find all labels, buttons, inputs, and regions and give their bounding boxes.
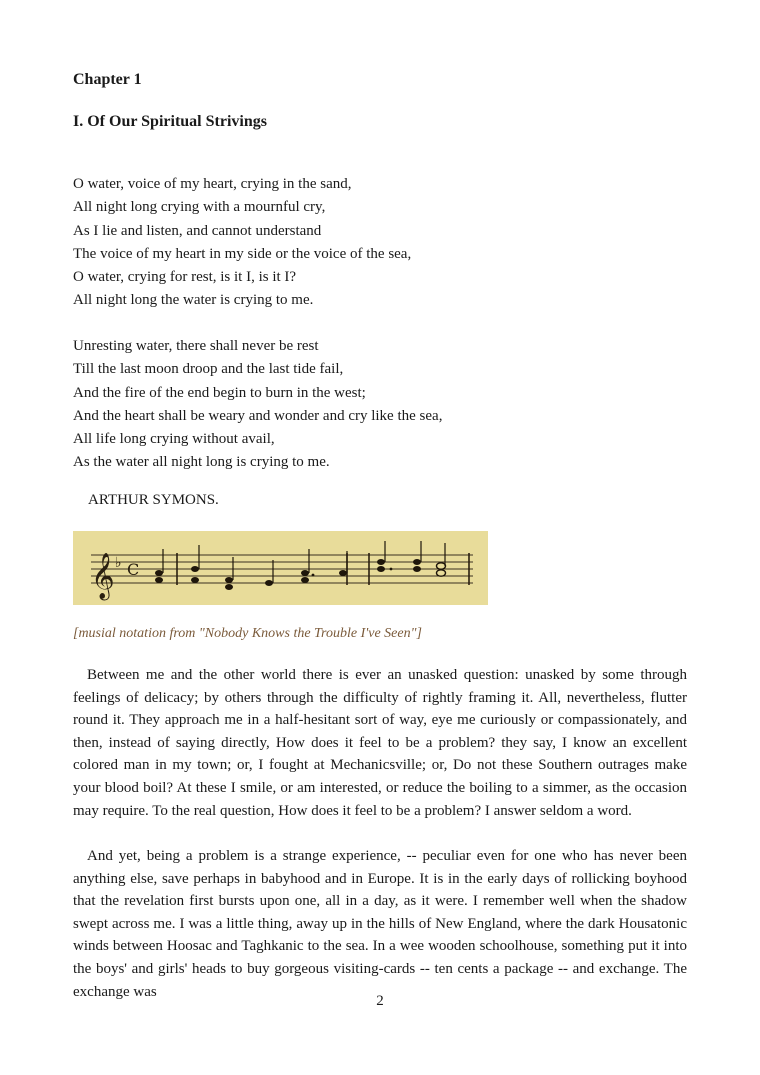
poem-stanza-1 bbox=[73, 173, 411, 313]
music-caption: [musial notation from "Nobody Knows the Trouble I've Seen"] bbox=[73, 626, 422, 641]
music-staff-illustration bbox=[73, 531, 488, 605]
svg-text:C: C bbox=[127, 560, 140, 579]
poem-line: All night long crying with a mournful cry, bbox=[73, 199, 326, 216]
section-title: I. Of Our Spiritual Strivings bbox=[73, 113, 267, 130]
poem-line: And the fire of the end begin to burn in the west; bbox=[73, 384, 366, 401]
poem-line: The voice of my heart in my side or the voice of the sea, bbox=[73, 245, 412, 262]
body-paragraph-2: And yet, being a problem is a strange experience, -- peculiar even for one who has never been anything else, save perhaps in babyhood and in Europe. It is in the early days of rollicking boyhood that the revelation first bursts upon one, all in a day, as it were. I remember well when the shadow swept across me. I was a little thing, away up in the hills of New England, where the dark Housatonic winds between Hoosac and Taghkanic to the sea. In a wee wooden schoolhouse, something put it into the boys' and girls' heads to buy gorgeous visiting-cards -- ten cents a package -- and exchange. The exchange was bbox=[73, 848, 687, 1000]
chapter-title: Chapter 1 bbox=[73, 71, 142, 88]
poem-attribution: ARTHUR SYMONS. bbox=[88, 492, 219, 508]
poem-line: O water, voice of my heart, crying in the sand, bbox=[73, 176, 352, 192]
poem-stanza-2 bbox=[73, 335, 442, 475]
poem-line: O water, crying for rest, is it I, is it I? bbox=[73, 269, 297, 286]
music-notation-image bbox=[73, 531, 488, 605]
poem-line: Till the last moon droop and the last tide fail, bbox=[73, 361, 344, 378]
body-paragraph-1: Between me and the other world there is ever an unasked question: unasked by some through feelings of delicacy; by others through the difficulty of rightly framing it. All, nevertheless, flutter round it. They approach me in a half-hesitant sort of way, eye me curiously or compassionately, and then, instead of saying directly, How does it feel to be a problem? they say, I know an excellent colored man in my town; or, I fought at Mechanicsville; or, Do not these Southern outrages make your blood boil? At these I smile, or am interested, or reduce the boiling to a simmer, as the occasion may require. To the real question, How does it feel to be a problem? I answer seldom a word. bbox=[73, 667, 687, 819]
poem-line: And the heart shall be weary and wonder and cry like the sea, bbox=[73, 407, 443, 424]
poem-line: Unresting water, there shall never be rest bbox=[73, 338, 319, 354]
poem-line: All night long the water is crying to me. bbox=[73, 292, 314, 309]
poem-line: As the water all night long is crying to me. bbox=[73, 454, 330, 471]
poem-line: All life long crying without avail, bbox=[73, 431, 275, 448]
poem-line: As I lie and listen, and cannot understand bbox=[73, 222, 322, 239]
page-number: 2 bbox=[376, 993, 384, 1009]
svg-text:♭: ♭ bbox=[115, 555, 122, 571]
svg-text:𝄞: 𝄞 bbox=[91, 553, 115, 599]
